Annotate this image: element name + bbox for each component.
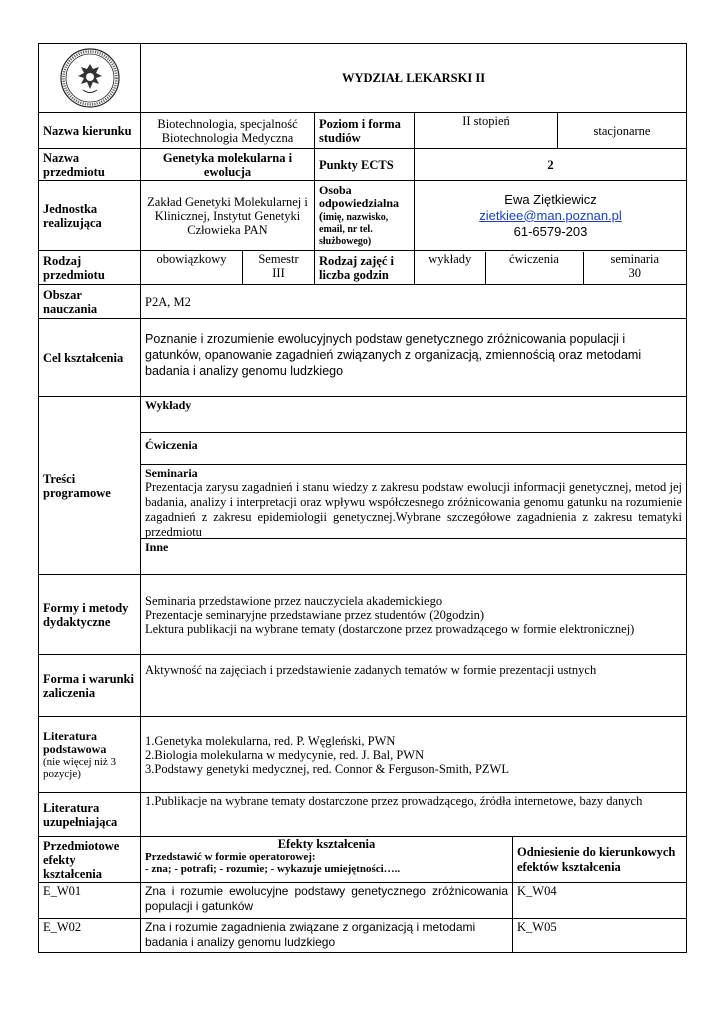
obszar-value: P2A, M2 xyxy=(141,285,687,319)
jednostka-label: Jednostka realizująca xyxy=(39,181,141,251)
header-row xyxy=(39,44,687,113)
rodzaj-zajec-cell xyxy=(415,251,687,285)
efekty-col2-title: Efekty kształcenia xyxy=(277,837,376,851)
osoba-phone: 61-6579-203 xyxy=(513,223,588,239)
efekty-col2-sub1: Przedstawić w formie operatorowej: xyxy=(145,851,316,863)
cwiczenia-type: ćwiczenia xyxy=(485,252,583,284)
efekt-code: E_W01 xyxy=(39,883,141,919)
tresci-seminaria-block xyxy=(141,465,686,539)
tresci-cell xyxy=(141,397,687,575)
logo-cell xyxy=(39,44,141,113)
obszar-label: Obszar nauczania xyxy=(39,285,141,319)
semestr-label: Semestr xyxy=(258,252,299,266)
efekty-col2-sub2: - zna; - potrafi; - rozumie; - wykazuje umiejętności….. xyxy=(145,863,401,875)
lit-podst-item: 1.Genetyka molekularna, red. P. Węgleński, PWN xyxy=(145,733,396,748)
osoba-sub-text: imię, nazwisko, email, nr tel. służbowego) xyxy=(319,211,389,247)
tresci-seminaria-text: Prezentacja zarysu zagadnień i stanu wiedzy z zakresu podstaw ewolucji informacji genetycznej, metod jej badania, analizy i interpretacji oraz wpływu współczesnego zróżnicowania genomu gatunku na rozumienie zagadnień z zakresu epidemiologii genetycznej.Wybrane szczegółowe zagadnienia z zakresu tematyki przedmiotu xyxy=(145,480,683,539)
osoba-label-cell xyxy=(315,181,415,251)
zaliczenie-label: Forma i warunki zaliczenia xyxy=(39,655,141,717)
efekty-col1-header: Przedmiotowe efekty kształcenia xyxy=(39,837,141,883)
formy-line: Seminaria przedstawione przez nauczyciela akademickiego xyxy=(145,593,443,608)
lit-podst-item: 3.Podstawy genetyki medycznej, red. Connor & Ferguson-Smith, PZWL xyxy=(145,761,509,776)
seminaria-type-label: seminaria xyxy=(610,251,660,266)
lit-podst-label: Literatura podstawowa xyxy=(43,728,107,756)
rodzaj-value: obowiązkowy xyxy=(141,251,243,285)
lit-uzup-value: 1.Publikacje na wybrane tematy dostarczone przez prowadzącego, źródła internetowe, bazy danych xyxy=(141,793,687,837)
efekt-code: E_W02 xyxy=(39,919,141,953)
semestr-cell xyxy=(243,251,315,285)
kierunek-value: Biotechnologia, specjalność Biotechnologia Medyczna xyxy=(141,113,315,149)
formy-label: Formy i metody dydaktyczne xyxy=(39,575,141,655)
zaliczenie-value: Aktywność na zajęciach i przedstawienie zadanych tematów w formie prezentacji ustnych xyxy=(141,655,687,717)
ects-label: Punkty ECTS xyxy=(315,149,415,181)
tresci-inne: Inne xyxy=(145,540,169,554)
semestr-value: III xyxy=(272,266,285,280)
lit-podst-item: 2.Biologia molekularna w medycynie, red. J. Bal, PWN xyxy=(145,747,425,762)
table-row xyxy=(39,883,687,919)
jednostka-value: Zakład Genetyki Molekularnej i Klinicznej, Instytut Genetyki Człowieka PAN xyxy=(141,181,315,251)
osoba-sublabel xyxy=(319,210,410,248)
ects-value: 2 xyxy=(415,149,687,181)
poziom-label: Poziom i forma studiów xyxy=(315,113,415,149)
syllabus-table xyxy=(38,43,687,953)
lit-podst-sub: (nie więcej niż 3 pozycje) xyxy=(43,755,116,780)
kierunek-label: Nazwa kierunku xyxy=(39,113,141,149)
osoba-email-link[interactable]: zietkiee@man.poznan.pl xyxy=(479,207,622,223)
syllabus-document xyxy=(38,43,686,953)
osoba-sub-paren: ( xyxy=(319,208,323,223)
cel-label: Cel kształcenia xyxy=(39,319,141,397)
rodzaj-label: Rodzaj przedmiotu xyxy=(39,251,141,285)
formy-line: Prezentacje seminaryjne przedstawiane przez studentów (20godzin) xyxy=(145,607,485,622)
tresci-seminaria-label: Seminaria xyxy=(145,466,198,480)
efekty-col3-header: Odniesienie do kierunkowych efektów kształcenia xyxy=(513,837,687,883)
osoba-value-cell xyxy=(415,181,687,251)
tresci-label: Treści programowe xyxy=(39,397,141,575)
lit-podst-list xyxy=(141,717,687,793)
lit-uzup-label: Literatura uzupełniająca xyxy=(39,793,141,837)
cel-value: Poznanie i zrozumienie ewolucyjnych podstaw genetycznego zróżnicowania populacji i gatunków, opanowanie zagadnień związanych z organizacją, zmiennością oraz metodami badania i analizy genomu ludzkiego xyxy=(141,319,687,397)
formy-line: Lektura publikacji na wybrane tematy (dostarczone przez prowadzącego w formie elektronicznej) xyxy=(145,621,635,636)
forma-value: stacjonarne xyxy=(558,113,687,149)
tresci-wyklady: Wykłady xyxy=(141,397,686,433)
przedmiot-label: Nazwa przedmiotu xyxy=(39,149,141,181)
osoba-name: Ewa Ziętkiewicz xyxy=(504,191,597,207)
efekt-ref: K_W04 xyxy=(513,883,687,919)
faculty-title: WYDZIAŁ LEKARSKI II xyxy=(141,44,687,113)
efekt-text: Zna i rozumie zagadnienia związane z organizacją i metodami badania i analizy genomu ludzkiego xyxy=(141,919,513,953)
efekt-text: Zna i rozumie ewolucyjne podstawy genetycznego zróżnicowania populacji i gatunków xyxy=(141,883,513,919)
lit-podst-label-cell xyxy=(39,717,141,793)
efekty-col2-header xyxy=(141,837,513,883)
table-row xyxy=(39,919,687,953)
tresci-cwiczenia: Ćwiczenia xyxy=(141,433,686,465)
przedmiot-value: Genetyka molekularna i ewolucja xyxy=(141,149,315,181)
stopien-value: II stopień xyxy=(415,113,558,149)
rodzaj-zajec-label: Rodzaj zajęć i liczba godzin xyxy=(315,251,415,285)
osoba-label: Osoba odpowiedzialna xyxy=(319,182,400,210)
seminaria-hours: 30 xyxy=(628,265,642,280)
efekt-ref: K_W05 xyxy=(513,919,687,953)
university-seal-icon xyxy=(59,47,121,109)
seminaria-type xyxy=(583,252,686,284)
wyklady-type: wykłady xyxy=(415,252,485,284)
formy-value xyxy=(141,575,687,655)
